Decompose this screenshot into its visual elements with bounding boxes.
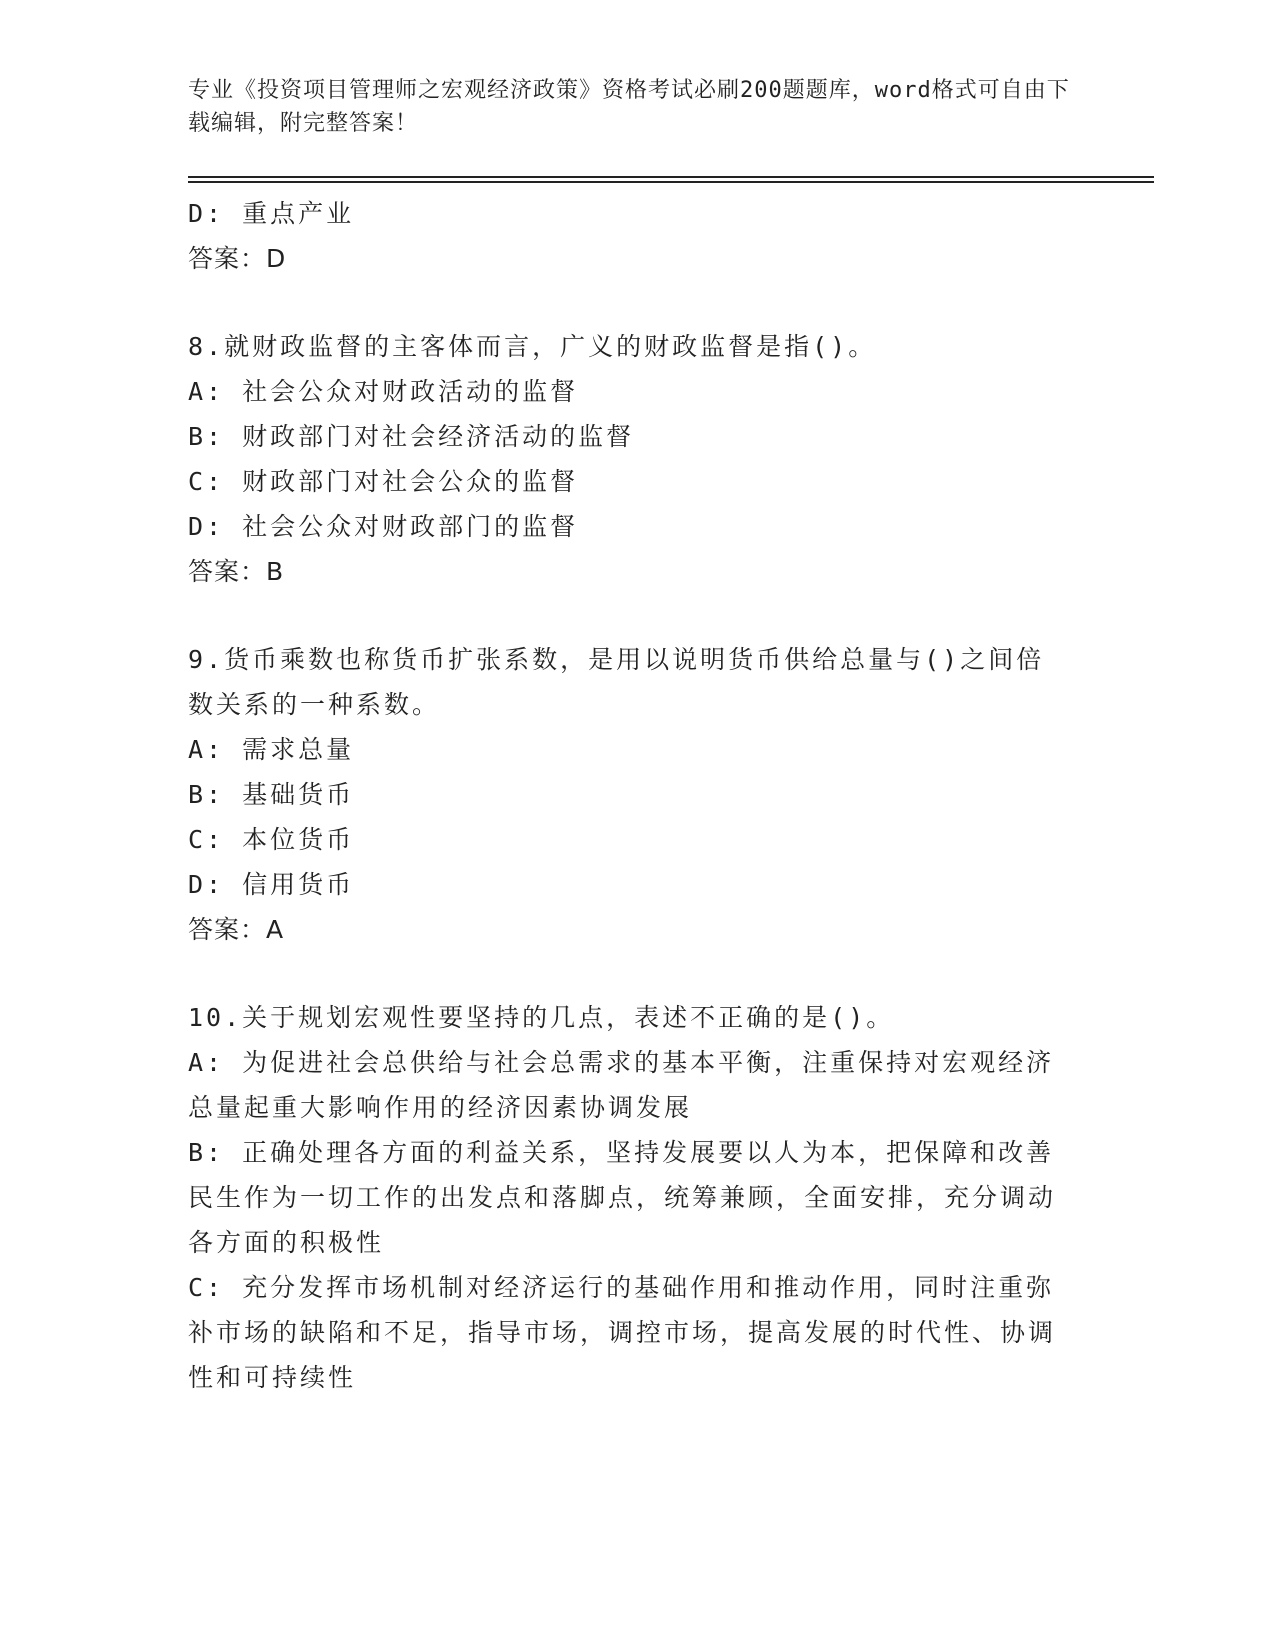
answer: 答案：B	[188, 557, 285, 586]
question-text: 10.关于规划宏观性要坚持的几点，表述不正确的是()。	[188, 1003, 895, 1032]
question-list	[188, 191, 1068, 1400]
option-b: B: 正确处理各方面的利益关系，坚持发展要以人为本，把保障和改善民生作为一切工作的出发点和落脚点，统筹兼顾，全面安排，充分调动各方面的积极性	[188, 1138, 1057, 1257]
option-c: C: 本位货币	[188, 825, 355, 854]
option-b: B: 基础货币	[188, 780, 355, 809]
document-header: 专业《投资项目管理师之宏观经济政策》资格考试必刷200题题库，word格式可自由下载编辑，附完整答案！	[188, 78, 1070, 136]
option-d: D: 重点产业	[188, 199, 355, 228]
spacer	[188, 594, 1068, 637]
spacer	[188, 281, 1068, 324]
option-c: C: 充分发挥市场机制对经济运行的基础作用和推动作用，同时注重弥补市场的缺陷和不足，指导市场，调控市场，提高发展的时代性、协调性和可持续性	[188, 1273, 1057, 1392]
answer: 答案：A	[188, 915, 285, 944]
option-a: A: 需求总量	[188, 735, 355, 764]
question-10	[188, 995, 1068, 1400]
question-9	[188, 637, 1068, 952]
previous-question-tail	[188, 191, 1068, 281]
option-d: D: 信用货币	[188, 870, 355, 899]
answer: 答案：D	[188, 244, 287, 273]
option-d: D: 社会公众对财政部门的监督	[188, 512, 579, 541]
header-divider-bottom	[188, 181, 1154, 183]
option-a: A: 为促进社会总供给与社会总需求的基本平衡，注重保持对宏观经济总量起重大影响作用的经济因素协调发展	[188, 1048, 1055, 1122]
option-a: A: 社会公众对财政活动的监督	[188, 377, 579, 406]
option-c: C: 财政部门对社会公众的监督	[188, 467, 579, 496]
spacer	[188, 952, 1068, 995]
question-text: 8.就财政监督的主客体而言，广义的财政监督是指()。	[188, 332, 877, 361]
question-text: 9.货币乘数也称货币扩张系数，是用以说明货币供给总量与()之间倍数关系的一种系数。	[188, 645, 1045, 719]
header-divider-top	[188, 176, 1154, 178]
option-b: B: 财政部门对社会经济活动的监督	[188, 422, 635, 451]
question-8	[188, 324, 1068, 594]
